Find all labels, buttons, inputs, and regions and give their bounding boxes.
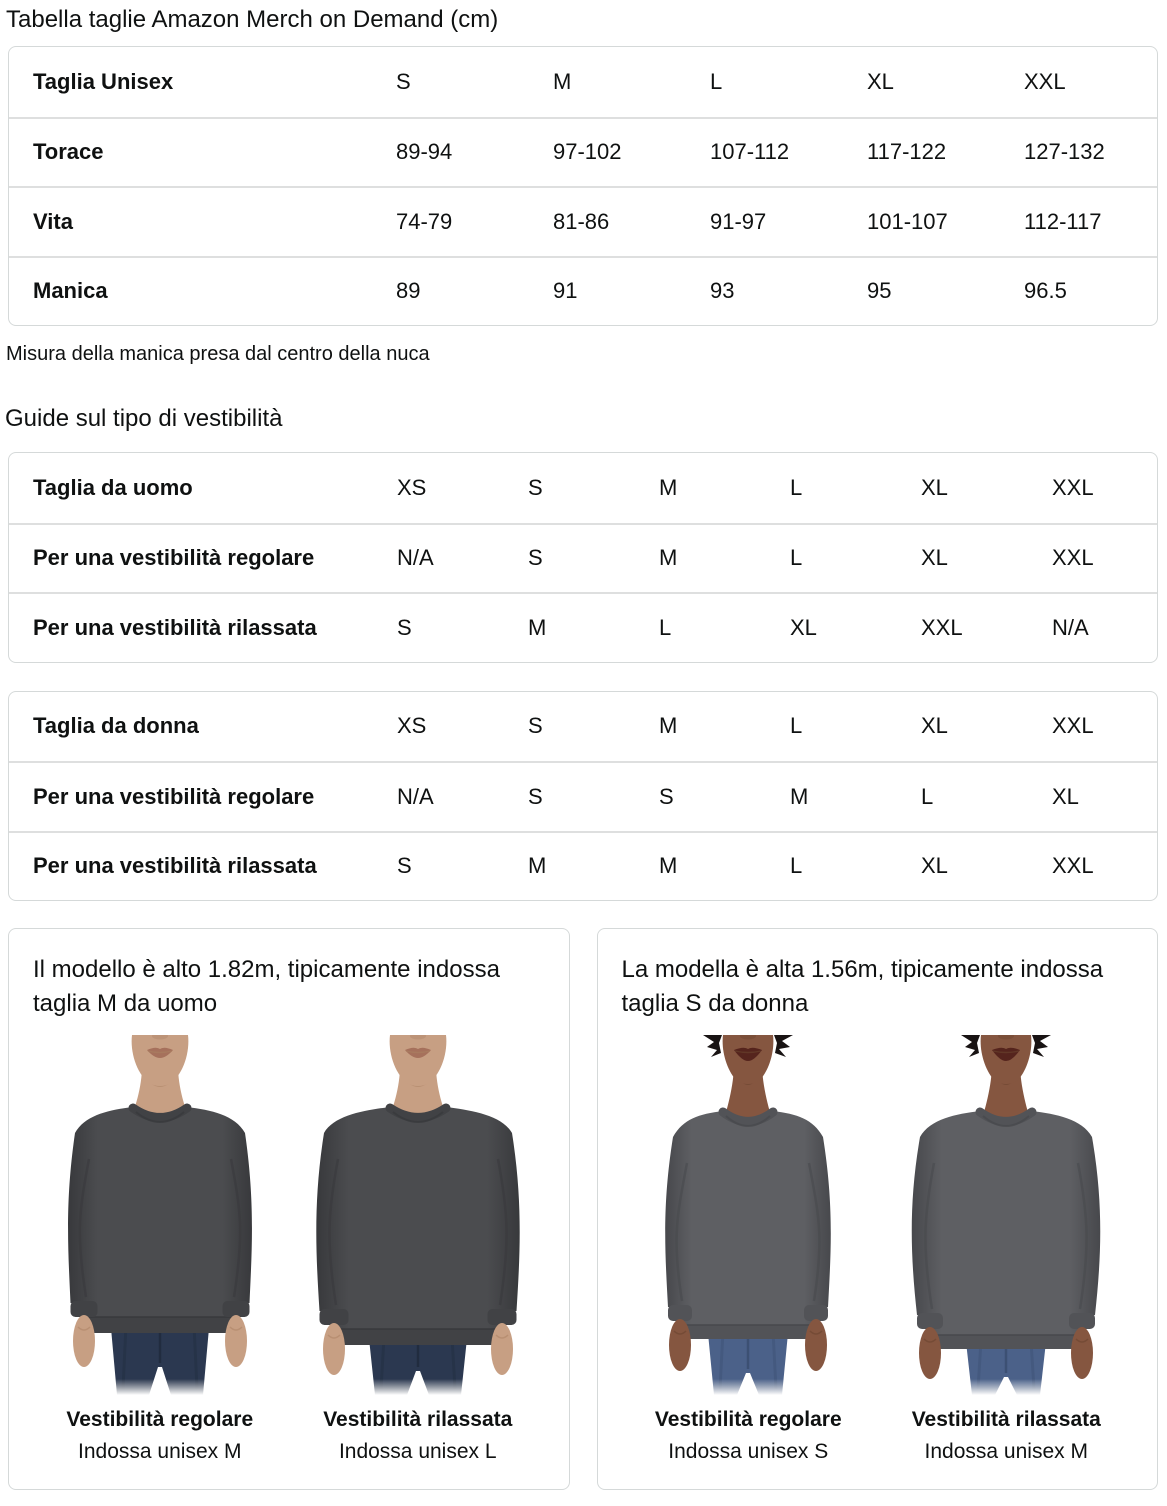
table-row [9,831,1157,901]
cell: 127-132 [1024,139,1105,165]
women-fit-table [8,691,1158,902]
men-fit-table [8,452,1158,663]
table-row [9,761,1157,831]
cell: XL [921,545,948,571]
cell: N/A [397,783,434,809]
figure-column [35,1035,285,1465]
cell: 97-102 [553,139,622,165]
photo-row [33,1035,545,1465]
cell: N/A [1052,614,1089,640]
row-label: Taglia da uomo [33,474,193,500]
cell: XS [397,474,427,500]
cell: M [553,68,572,94]
cell: XL [921,713,948,739]
figure-column [623,1035,873,1465]
model-photo-female-regular-fit [623,1035,873,1395]
model-photo-male-relaxed-fit [293,1035,543,1395]
cell: S [396,68,411,94]
cell: XL [921,853,948,879]
cell: S [397,853,412,879]
fit-type-label: Vestibilità rilassata [911,1408,1101,1431]
row-label: Taglia da donna [33,713,199,739]
row-label: Per una vestibilità rilassata [33,614,317,640]
cell: 101-107 [867,208,948,234]
cell: 96.5 [1024,278,1067,304]
cell: N/A [397,545,434,571]
row-label: Vita [33,208,73,234]
model-photo-male-regular-fit [35,1035,285,1395]
table-row [9,256,1157,326]
row-label: Torace [33,139,104,165]
cell: XXL [1052,474,1094,500]
cell: M [659,853,678,879]
cell: M [659,474,678,500]
model-cards [8,928,1158,1490]
row-label: Per una vestibilità regolare [33,545,315,571]
cell: S [397,614,412,640]
figure-column [881,1035,1131,1465]
cell: L [790,713,803,739]
model-description: La modella è alta 1.56m, tipicamente indossa taglia S da donna [621,956,1104,1017]
cell: S [528,783,543,809]
cell: S [528,474,543,500]
model-description: Il modello è alto 1.82m, tipicamente indossa taglia M da uomo [33,956,500,1017]
cell: 89-94 [396,139,453,165]
size-table [8,46,1158,326]
table-row [9,692,1157,762]
cell: 91-97 [710,208,767,234]
cell: S [528,545,543,571]
cell: 74-79 [396,208,453,234]
cell: 107-112 [710,139,790,165]
table-row [9,47,1157,117]
photo-row [622,1035,1134,1465]
cell: XL [790,614,817,640]
cell: M [659,545,678,571]
fit-type-label: Vestibilità regolare [654,1408,842,1431]
fit-guide-heading: Guide sul tipo di vestibilità [5,405,283,432]
fit-type-label: Vestibilità rilassata [323,1408,513,1431]
cell: XL [921,474,948,500]
cell: L [710,68,723,94]
fit-type-label: Vestibilità regolare [66,1408,254,1431]
cell: XL [867,68,894,94]
row-label: Per una vestibilità regolare [33,783,315,809]
worn-size-label: Indossa unisex M [78,1440,242,1463]
worn-size-label: Indossa unisex S [668,1440,829,1463]
male-model-card [8,928,570,1490]
cell: XL [1052,783,1079,809]
cell: L [790,853,803,879]
cell: XXL [921,614,963,640]
table-row [9,592,1157,662]
worn-size-label: Indossa unisex M [924,1440,1088,1463]
row-label: Manica [33,278,108,304]
table-row [9,453,1157,523]
cell: M [659,713,678,739]
cell: XXL [1024,68,1066,94]
cell: XXL [1052,853,1094,879]
table-row [9,523,1157,593]
cell: M [790,783,809,809]
cell: 89 [396,278,421,304]
female-model-card [597,928,1159,1490]
table-row [9,186,1157,256]
table-row [9,117,1157,187]
size-chart-page [0,6,1167,1506]
cell: S [659,783,674,809]
cell: 112-117 [1024,208,1102,234]
figure-column [293,1035,543,1465]
cell: 117-122 [867,139,947,165]
cell: M [528,614,547,640]
cell: S [528,713,543,739]
sleeve-note: Misura della manica presa dal centro della nuca [6,343,430,365]
cell: M [528,853,547,879]
row-label: Taglia Unisex [33,68,174,94]
cell: 93 [710,278,735,304]
cell: 91 [553,278,578,304]
page-title: Tabella taglie Amazon Merch on Demand (cm) [6,6,499,33]
cell: L [790,474,803,500]
cell: XS [397,713,427,739]
row-label: Per una vestibilità rilassata [33,853,317,879]
cell: XXL [1052,545,1094,571]
model-photo-female-relaxed-fit [881,1035,1131,1395]
cell: 95 [867,278,892,304]
cell: L [921,783,934,809]
cell: 81-86 [553,208,610,234]
worn-size-label: Indossa unisex L [338,1440,497,1463]
cell: L [659,614,672,640]
cell: XXL [1052,713,1094,739]
cell: L [790,545,803,571]
